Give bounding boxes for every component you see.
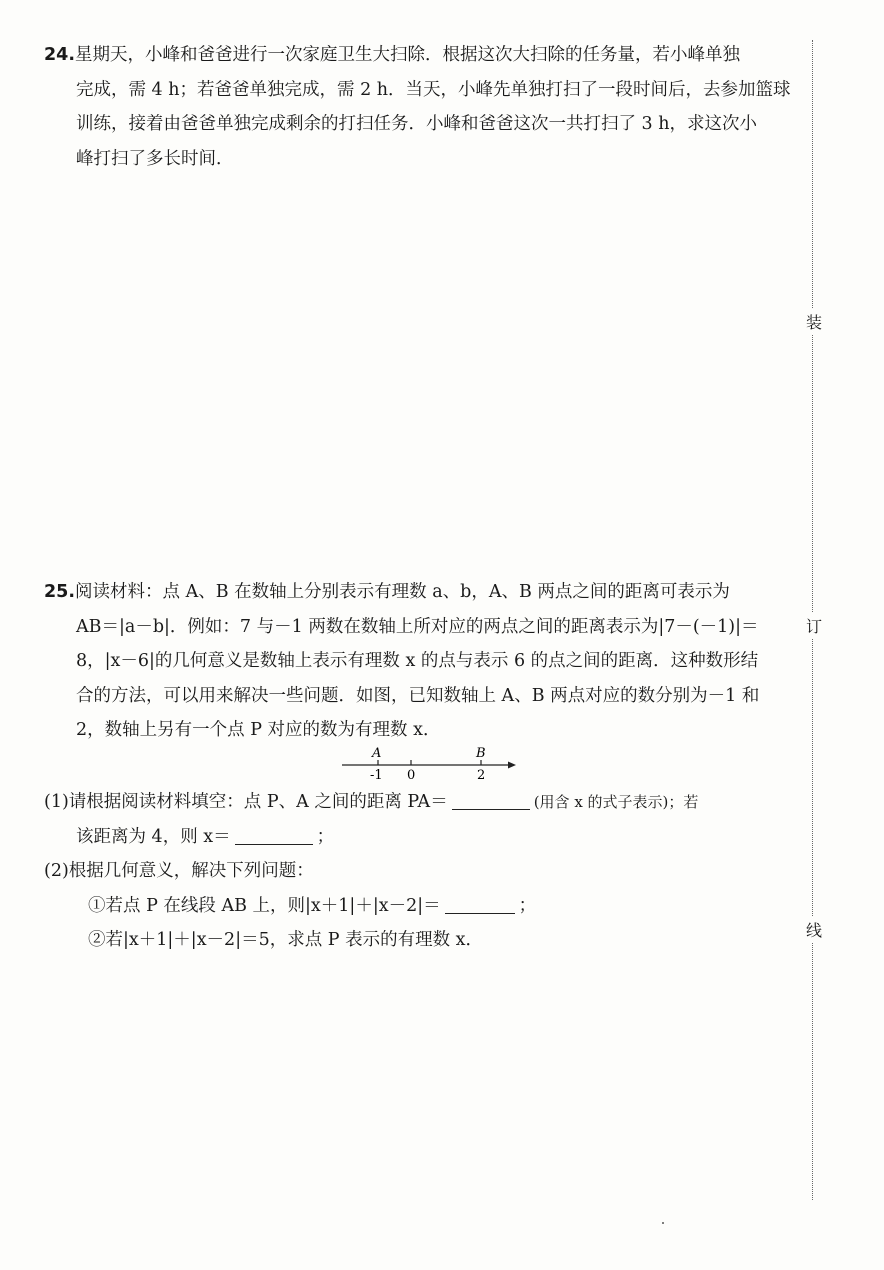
point-b-label: B [476,746,486,761]
part-1-line-1: (1)请根据阅读材料填空：点 P、A 之间的距离 PA＝ (用含 x 的式子表示)；若 [44,785,796,820]
question-25-line-4: 合的方法，可以用来解决一些问题．如图，已知数轴上 A、B 两点对应的数分别为－1 和 [76,685,760,706]
answer-blank-x[interactable] [235,824,313,845]
tick-label-2: 2 [477,768,486,783]
binding-label-zhuang: 装 [806,308,822,335]
question-25-number: 25. [44,582,76,602]
sub-question-2: ②若|x＋1|＋|x－2|＝5，求点 P 表示的有理数 x． [88,930,484,950]
number-line-arrow [508,762,516,769]
question-25-parts [44,785,796,958]
answer-blank-pa[interactable] [452,789,530,810]
sub-question-1: ①若点 P 在线段 AB 上，则|x＋1|＋|x－2|＝ ； [44,889,796,924]
number-line-figure [340,745,520,785]
point-a-label: A [372,746,382,761]
question-24 [44,38,796,176]
question-24-number: 24. [44,45,76,65]
question-25-line-3: 8，|x－6|的几何意义是数轴上表示有理数 x 的点与表示 6 的点之间的距离．这种数形结 [76,651,759,671]
tick-label-minus-1: -1 [370,768,383,783]
question-25-line-1: 25.阅读材料：点 A、B 在数轴上分别表示有理数 a、b，A、B 两点之间的距离可表示为 [44,582,730,602]
question-24-line-2: 完成，需 4 h；若爸爸单独完成，需 2 h．当天，小峰先单独打扫了一段时间后，去参加篮球 [76,79,791,100]
part-2-line: (2)根据几何意义，解决下列问题： [44,861,314,881]
paper-speck [662,1222,664,1224]
tick-label-0: 0 [407,768,416,783]
binding-label-xian: 线 [806,916,822,943]
question-25 [44,575,796,748]
question-24-line-3: 训练，接着由爸爸单独完成剩余的打扫任务．小峰和爸爸这次一共打扫了 3 h，求这次小 [76,114,758,134]
question-25-line-2: AB＝|a－b|．例如：7 与－1 两数在数轴上所对应的两点之间的距离表示为|7－(－1)|＝ [76,616,759,637]
question-24-line-4: 峰打扫了多长时间． [76,148,234,169]
question-25-line-5: 2，数轴上另有一个点 P 对应的数为有理数 x． [76,720,441,740]
answer-blank-sum[interactable] [445,893,515,914]
question-24-line-1: 24.星期天，小峰和爸爸进行一次家庭卫生大扫除．根据这次大扫除的任务量，若小峰单独 [44,45,741,65]
part-1-line-2: 该距离为 4，则 x＝ ； [44,820,796,855]
binding-label-ding: 订 [806,612,822,639]
